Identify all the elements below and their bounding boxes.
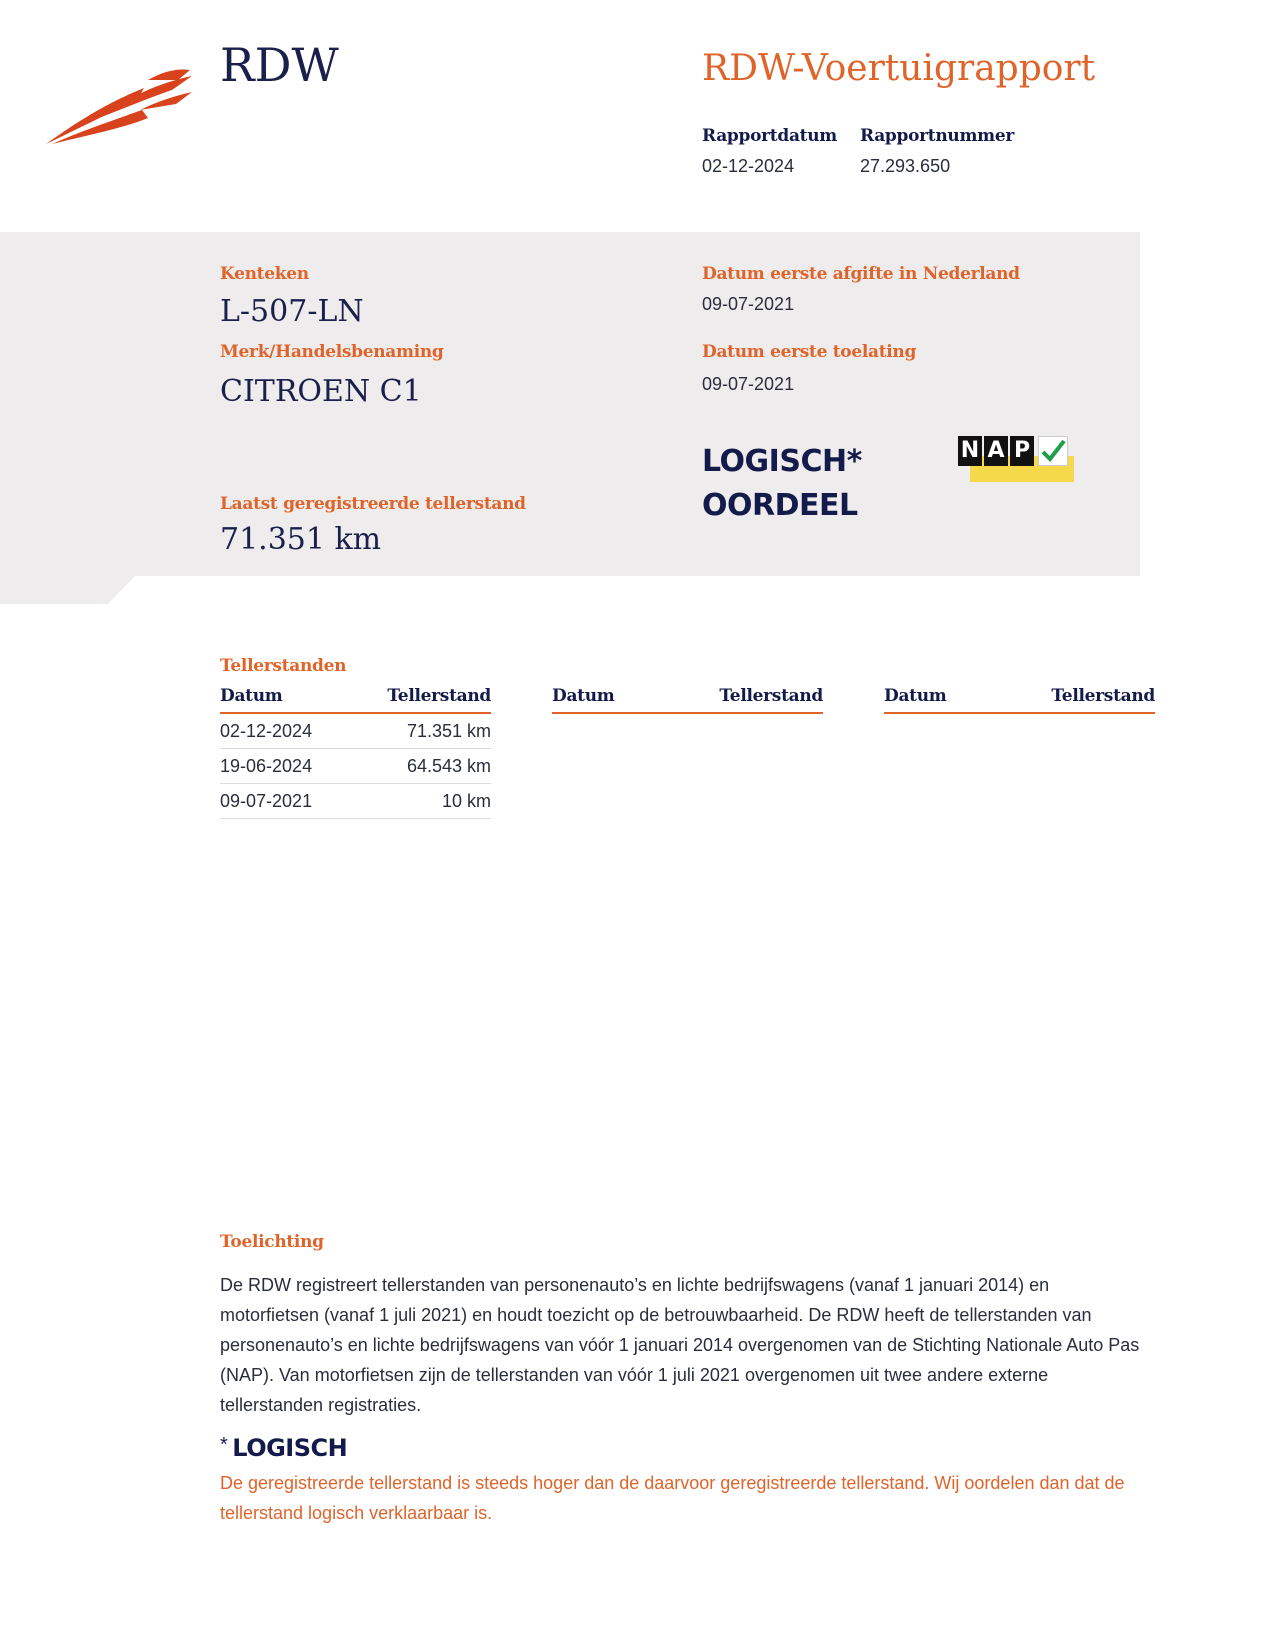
last-odometer-value: 71.351 km	[220, 522, 382, 557]
make-label: Merk/Handelsbenaming	[220, 342, 444, 362]
col-reading-header: Tellerstand	[719, 686, 823, 706]
col-date-header: Datum	[552, 686, 615, 706]
row-date: 02-12-2024	[220, 721, 313, 741]
report-date: 02-12-2024	[702, 156, 795, 176]
brand-name: RDW	[220, 38, 339, 92]
nap-badge	[958, 436, 1074, 482]
rdw-logo-icon	[44, 66, 194, 148]
col-reading-header: Tellerstand	[387, 686, 491, 706]
table-row	[220, 714, 491, 749]
table-header	[884, 686, 1155, 714]
explanation-title: Toelichting	[220, 1232, 324, 1252]
logisch-term	[220, 1434, 347, 1462]
plate-value: L-507-LN	[220, 294, 364, 329]
check-icon	[1038, 436, 1068, 466]
report-number: 27.293.650	[860, 156, 951, 176]
verdict-line-2: OORDEEL	[702, 488, 858, 523]
odometer-section-title: Tellerstanden	[220, 656, 347, 676]
table-header	[220, 686, 491, 714]
row-date: 19-06-2024	[220, 756, 313, 776]
logisch-heading: LOGISCH	[232, 1434, 348, 1462]
row-reading: 64.543 km	[406, 756, 491, 776]
first-admission-label: Datum eerste toelating	[702, 342, 917, 362]
panel-tab-shape	[0, 576, 135, 604]
col-reading-header: Tellerstand	[1051, 686, 1155, 706]
row-date: 09-07-2021	[220, 791, 313, 811]
table-row	[220, 749, 491, 784]
report-date-label: Rapportdatum	[702, 126, 837, 146]
odometer-table-1	[220, 686, 491, 819]
nap-letter-n: N	[958, 436, 982, 466]
plate-label: Kenteken	[220, 264, 309, 284]
last-odometer-label: Laatst geregistreerde tellerstand	[220, 494, 526, 514]
odometer-table-3	[884, 686, 1155, 714]
row-reading: 71.351 km	[406, 721, 491, 741]
first-issue-nl-value: 09-07-2021	[702, 294, 795, 314]
explanation-body: De RDW registreert tellerstanden van personenauto’s en lichte bedrijfswagens (vanaf 1 januari 2014) en motorfietsen (vanaf 1 juli 2021) en houdt toezicht op de betrouwbaarheid. De RDW heeft de tellerstanden van personenauto’s en lichte bedrijfswagens van vóór 1 januari 2014 overgenomen van de Stichting Nationale Auto Pas (NAP). Van motorfietsen zijn de tellerstanden van vóór 1 juli 2021 overgenomen uit twee andere externe tellerstanden registraties.	[220, 1275, 1140, 1415]
table-row	[220, 784, 491, 819]
first-admission-value: 09-07-2021	[702, 374, 795, 394]
report-title: RDW-Voertuigrapport	[702, 48, 1096, 89]
first-issue-nl-label: Datum eerste afgifte in Nederland	[702, 264, 1020, 284]
odometer-table-2	[552, 686, 823, 714]
table-header	[552, 686, 823, 714]
col-date-header: Datum	[884, 686, 947, 706]
logisch-description: De geregistreerde tellerstand is steeds hoger dan de daarvoor geregistreerde tellerstand. Wij oordelen dan dat de tellerstand logisch verklaarbaar is.	[220, 1473, 1125, 1523]
verdict-line-1: LOGISCH*	[702, 444, 862, 479]
make-value: CITROEN C1	[220, 374, 422, 409]
report-number-label: Rapportnummer	[860, 126, 1015, 146]
row-reading: 10 km	[441, 791, 491, 811]
nap-letter-p: P	[1010, 436, 1034, 466]
star-mark: *	[220, 1434, 228, 1456]
nap-letter-a: A	[984, 436, 1008, 466]
col-date-header: Datum	[220, 686, 283, 706]
